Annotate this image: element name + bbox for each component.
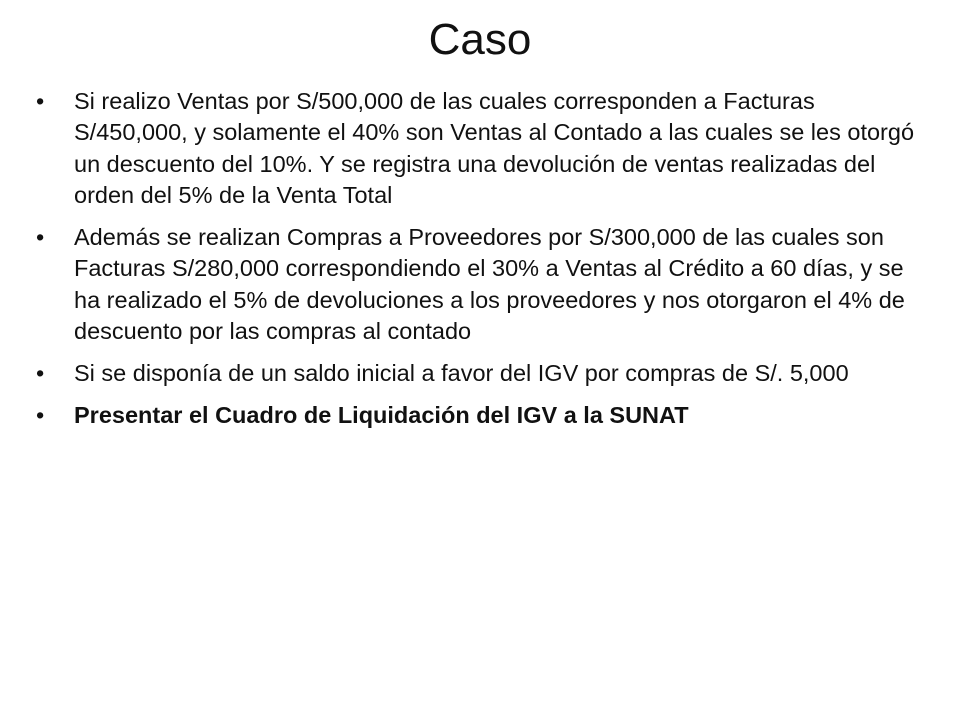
slide-title: Caso bbox=[428, 15, 532, 64]
bullet-dot-icon: • bbox=[36, 88, 45, 114]
bullet-dot-icon: • bbox=[36, 224, 45, 250]
bullet-item-initial-balance bbox=[32, 358, 922, 389]
bullet-dot-icon: • bbox=[36, 360, 45, 386]
bullet-item-purchases bbox=[32, 222, 922, 347]
bullet-text-purchases: Además se realizan Compras a Proveedores por S/300,000 de las cuales son Facturas S/280,000 correspondiendo el 30% a Ventas al Crédito a 60 días, y se ha realizado el 5% de devoluciones a los proveedores y nos otorgaron el 4% de descuento por las compras al contado bbox=[74, 224, 905, 344]
bullet-item-task bbox=[32, 400, 922, 431]
bullet-text-task: Presentar el Cuadro de Liquidación del IGV a la SUNAT bbox=[74, 402, 689, 429]
bullet-list bbox=[32, 86, 922, 443]
bullet-text-initial-balance: Si se disponía de un saldo inicial a favor del IGV por compras de S/. 5,000 bbox=[74, 360, 849, 386]
bullet-text-sales: Si realizo Ventas por S/500,000 de las cuales corresponden a Facturas S/450,000, y solamente el 40% son Ventas al Contado a las cuales se les otorgó un descuento del 10%. Y se registra una devolución de ventas realizadas del orden del 5% de la Venta Total bbox=[74, 88, 915, 208]
bullet-item-sales bbox=[32, 86, 922, 211]
bullet-dot-icon: • bbox=[36, 402, 45, 429]
